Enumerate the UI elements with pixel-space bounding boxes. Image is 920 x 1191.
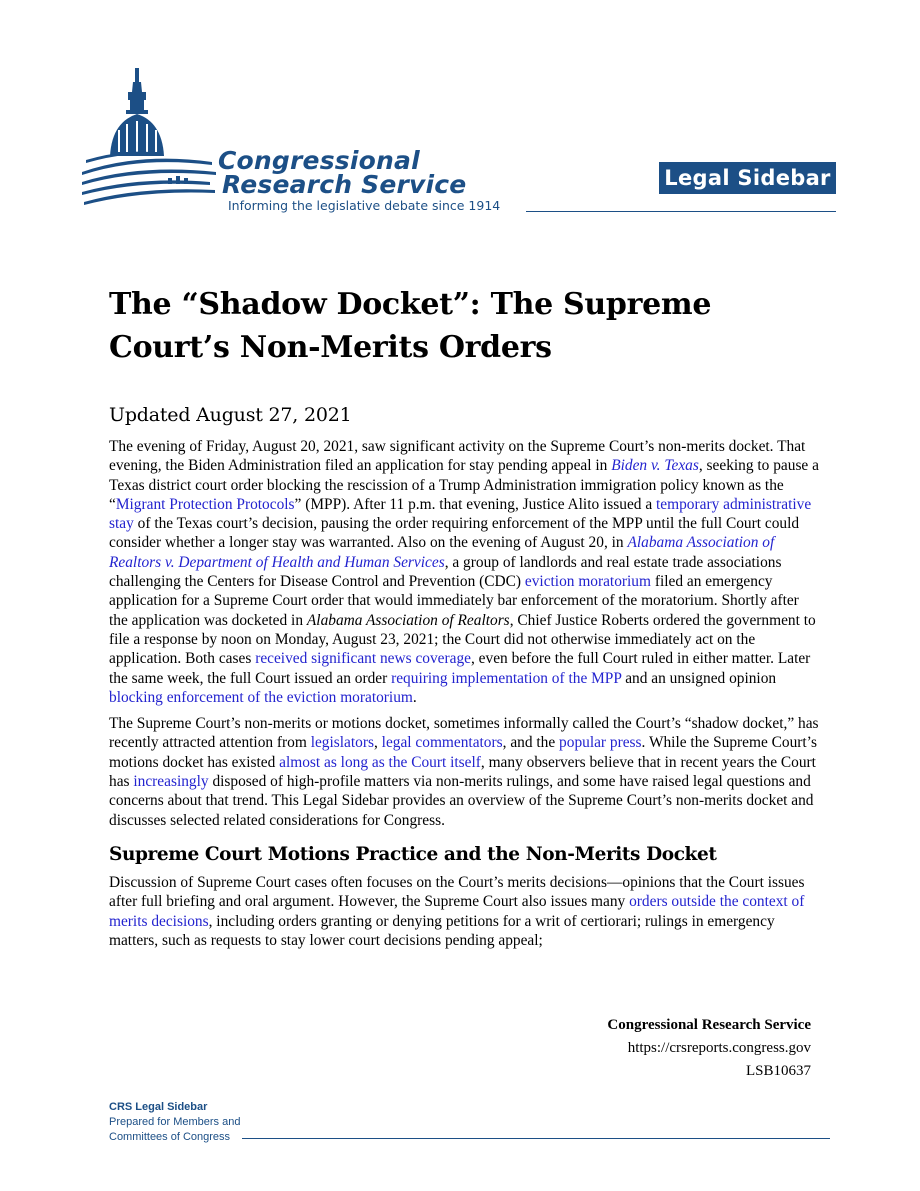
paragraph-2 (109, 714, 821, 830)
capitol-dome-icon (80, 64, 220, 214)
link-migrant-protection-protocols[interactable]: Migrant Protection Protocols (115, 495, 295, 513)
text: , and the (502, 734, 560, 752)
footer-committees: Committees of Congress (109, 1131, 231, 1143)
text: , (373, 734, 382, 752)
footer-left (109, 1100, 240, 1145)
link-popular-press[interactable]: popular press (559, 734, 642, 752)
link-alabama-association-case[interactable]: Alabama Association of Realtors v. Department of Health and Human Services (109, 534, 775, 571)
text: , many observers believe that in recent years the Court has (109, 753, 816, 791)
footer-prepared: Prepared for Members and (109, 1116, 241, 1128)
text: Discussion of Supreme Court cases often focuses on the Court’s merits decisions—opinions that the Court issues after full briefing and oral argument. However, the Supreme Court also issues many (109, 873, 805, 911)
text: ” (MPP). After 11 p.m. that evening, Justice Alito issued a (294, 495, 657, 513)
link-temporary-administrative-stay[interactable]: temporary administrative stay (109, 495, 812, 533)
text: . While the Supreme Court’s motions docket has existed (109, 734, 817, 771)
document-body (109, 437, 821, 957)
text: , even before the full Court ruled in either matter. Later the same week, the full Court issued an order (109, 650, 811, 687)
text: of the Texas court’s decision, pausing the order requiring enforcement of the MPP until the full Court could consider whether a longer stay was warranted. Also on the evening of August 20, in (109, 515, 800, 552)
org-name-line1: Congressional (218, 146, 420, 175)
link-eviction-moratorium[interactable]: eviction moratorium (524, 573, 651, 591)
link-legislators[interactable]: legislators (310, 734, 374, 752)
report-id: LSB10637 (745, 1063, 811, 1079)
link-biden-v-texas[interactable]: Biden v. Texas (611, 457, 699, 475)
link-blocking-eviction-moratorium[interactable]: blocking enforcement of the eviction moratorium (109, 688, 413, 706)
case-name: Alabama Association of Realtors (306, 611, 510, 629)
link-orders-outside-merits[interactable]: orders outside the context of merits decisions (109, 893, 805, 930)
footer-divider (242, 1138, 830, 1139)
link-increasingly[interactable]: increasingly (133, 773, 209, 791)
text: The evening of Friday, August 20, 2021, saw significant activity on the Supreme Court’s non-merits docket. That evening, the Biden Administration filed an application for stay pending appeal in (109, 438, 806, 475)
page-title: The “Shadow Docket”: The Supreme Court’s Non-Merits Orders (109, 287, 712, 365)
text: . (412, 688, 417, 706)
link-legal-commentators[interactable]: legal commentators (381, 734, 503, 752)
text: , a group of landlords and real estate trade associations challenging the Centers for Disease Control and Prevention (CDC) (109, 553, 782, 591)
crs-footer (607, 1014, 811, 1083)
text: , seeking to pause a Texas district court order blocking the rescission of a Trump Administration immigration policy known as the “ (109, 457, 819, 513)
footer-series: CRS Legal Sidebar (109, 1101, 208, 1113)
text: filed an emergency application for a Supreme Court order that would immediately bar enforcement of the moratorium. Shortly after the application was docketed in (109, 573, 799, 629)
crs-url: https://crsreports.congress.gov (627, 1040, 811, 1056)
link-news-coverage[interactable]: received significant news coverage (255, 650, 471, 668)
link-requiring-implementation-mpp[interactable]: requiring implementation of the MPP (391, 669, 622, 687)
text: The Supreme Court’s non-merits or motions docket, sometimes informally called the Court’s “shadow docket,” has recently attracted attention from (109, 715, 819, 752)
text: disposed of high-profile matters via non-merits rulings, and some have raised legal questions and concerns about that trend. This Legal Sidebar provides an overview of the Supreme Court’s non-merits docket and discusses selected related considerations for Congress. (109, 773, 814, 829)
updated-date: Updated August 27, 2021 (109, 404, 352, 426)
section-heading: Supreme Court Motions Practice and the Non-Merits Docket (109, 843, 717, 865)
legal-sidebar-badge: Legal Sidebar (659, 162, 836, 194)
text: , including orders granting or denying petitions for a writ of certiorari; rulings in emergency matters, such as requests to stay lower court decisions pending appeal; (109, 912, 775, 949)
crs-name: Congressional Research Service (607, 1017, 811, 1033)
paragraph-3 (109, 873, 821, 950)
crs-logo (80, 64, 550, 224)
org-name-line2: Research Service (222, 170, 467, 199)
link-almost-as-long[interactable]: almost as long as the Court itself (279, 753, 481, 771)
text: and an unsigned opinion (621, 669, 777, 687)
org-tagline: Informing the legislative debate since 1914 (228, 198, 501, 213)
text: , Chief Justice Roberts ordered the government to file a response by noon on Monday, August 23, 2021; the Court did not otherwise immediately act on the application. Both cases (109, 611, 816, 668)
header-divider (526, 211, 836, 212)
paragraph-1 (109, 437, 821, 707)
